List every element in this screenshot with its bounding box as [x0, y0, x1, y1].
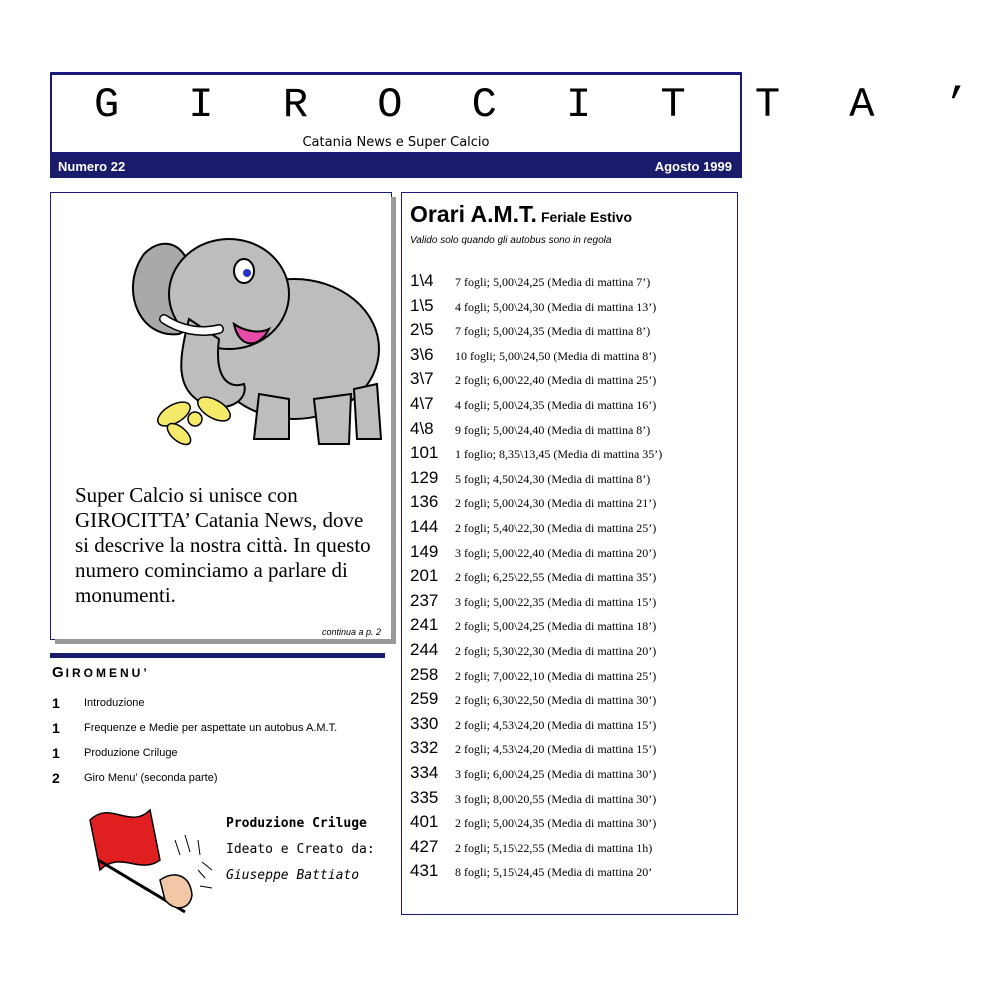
bus-line-number: 244 [410, 640, 439, 659]
elephant-illustration [119, 219, 389, 449]
bus-line-number: 401 [410, 812, 439, 832]
bus-line-number: 101 [410, 443, 439, 463]
flag-illustration [80, 800, 220, 920]
schedule-title-small: Feriale Estivo [540, 209, 632, 225]
bus-line-info: 2 fogli; 6,25\22,55 (Media di mattina 35’) [455, 570, 657, 585]
bus-line-number: 149 [410, 541, 439, 561]
bus-line-number: 2\5 [410, 320, 434, 340]
menu-item-label: Frequenze e Medie per aspettate un autobus A.M.T. [84, 722, 338, 734]
bus-line-info: 2 fogli; 7,00\22,10 (Media di mattina 25’) [455, 668, 657, 683]
bus-line-number: 144 [410, 517, 439, 536]
schedule-box [401, 192, 738, 915]
menu-item-label: Giro Menu’ (seconda parte) [84, 772, 218, 784]
bus-line-info: 7 fogli; 5,00\24,25 (Media di mattina 7’) [455, 275, 651, 289]
bus-line-info: 2 fogli; 5,00\24,35 (Media di mattina 30’) [455, 816, 657, 831]
bus-line-info: 3 fogli; 5,00\22,40 (Media di mattina 20’) [455, 545, 657, 560]
menu-title-rest: IROMENU’ [65, 666, 150, 680]
bus-line-number: 3\6 [410, 344, 434, 364]
bus-line-info: 2 fogli; 5,40\22,30 (Media di mattina 25’) [455, 521, 657, 535]
bus-line-number: 259 [410, 689, 439, 709]
menu-title [52, 664, 150, 681]
issue-date: Agosto 1999 [654, 159, 732, 174]
bus-line-info: 5 fogli; 4,50\24,30 (Media di mattina 8’) [455, 471, 651, 486]
bus-line-number: 241 [410, 615, 439, 635]
bus-line-info: 2 fogli; 4,53\24,20 (Media di mattina 15’) [455, 717, 657, 732]
box-shadow [391, 197, 396, 644]
bus-line-number: 4\7 [410, 394, 434, 413]
bus-line-number: 332 [410, 738, 439, 758]
menu-item-label: Introduzione [84, 697, 145, 709]
masthead [50, 72, 991, 154]
menu-item-page: 2 [52, 770, 60, 786]
bus-line-info: 2 fogli; 5,00\24,30 (Media di mattina 21’) [455, 496, 657, 511]
bus-line-info: 2 fogli; 6,00\22,40 (Media di mattina 25’) [455, 373, 657, 388]
bus-line-info: 1 foglio; 8,35\13,45 (Media di mattina 35’) [455, 447, 663, 462]
menu-item-page: 1 [52, 720, 60, 736]
bus-line-info: 2 fogli; 6,30\22,50 (Media di mattina 30’) [455, 693, 657, 708]
bus-line-number: 334 [410, 763, 439, 782]
newsletter-subtitle: Catania News e Super Calcio [302, 135, 490, 150]
continued-note: continua a p. 2 [321, 627, 381, 637]
bus-line-info: 9 fogli; 5,00\24,40 (Media di mattina 8’) [455, 422, 651, 437]
bus-line-info: 7 fogli; 5,00\24,35 (Media di mattina 8’) [455, 324, 651, 339]
bus-line-number: 427 [410, 836, 439, 856]
issue-number: Numero 22 [58, 159, 126, 174]
bus-line-number: 237 [410, 590, 439, 610]
bus-line-info: 2 fogli; 5,00\24,25 (Media di mattina 18’) [455, 619, 657, 634]
bus-line-number: 335 [410, 787, 439, 807]
menu-title-initial: G [52, 664, 66, 681]
bus-line-info: 3 fogli; 6,00\24,25 (Media di mattina 30’) [455, 767, 657, 781]
bus-line-number: 1\5 [410, 295, 434, 315]
bus-line-info: 8 fogli; 5,15\24,45 (Media di mattina 20’ [455, 865, 653, 880]
schedule-title-main: Orari A.M.T. [410, 201, 537, 227]
schedule-title [410, 201, 632, 228]
box-shadow [55, 639, 391, 644]
bus-line-info: 10 fogli; 5,00\24,50 (Media di mattina 8’) [455, 348, 657, 363]
bus-line-number: 258 [410, 664, 439, 684]
author-name: Giuseppe Battiato [226, 868, 360, 883]
bus-line-number: 129 [410, 467, 439, 487]
bus-line-number: 4\8 [410, 418, 434, 438]
bus-line-number: 3\7 [410, 369, 434, 389]
production-label: Produzione Criluge [226, 816, 367, 831]
bus-line-info: 2 fogli; 4,53\24,20 (Media di mattina 15’) [455, 742, 657, 757]
intro-box [50, 192, 392, 640]
newsletter-title: G I R O C I T T A ’ [94, 81, 991, 129]
menu-item-page: 1 [52, 695, 60, 711]
bus-line-number: 201 [410, 566, 439, 586]
bus-line-number: 431 [410, 861, 439, 881]
menu-item-label: Produzione Criluge [84, 747, 178, 759]
bus-line-number: 1\4 [410, 271, 434, 290]
bus-line-info: 3 fogli; 5,00\22,35 (Media di mattina 15’) [455, 594, 657, 609]
menu-item-page: 1 [52, 745, 60, 761]
menu-divider [50, 653, 385, 658]
issue-bar [50, 154, 742, 178]
bus-line-number: 136 [410, 492, 439, 512]
created-by-label: Ideato e Creato da: [226, 842, 375, 857]
bus-line-info: 3 fogli; 8,00\20,55 (Media di mattina 30’) [455, 791, 657, 806]
bus-line-info: 2 fogli; 5,30\22,30 (Media di mattina 20’) [455, 644, 657, 658]
bus-line-number: 330 [410, 713, 439, 733]
bus-line-info: 4 fogli; 5,00\24,35 (Media di mattina 16’) [455, 398, 657, 412]
bus-line-info: 4 fogli; 5,00\24,30 (Media di mattina 13’) [455, 299, 657, 314]
schedule-subtitle: Valido solo quando gli autobus sono in regola [410, 235, 612, 246]
intro-text: Super Calcio si unisce con GIROCITTA’ Catania News, dove si descrive la nostra città. In questo numero cominciamo a parlare di monumenti. [75, 483, 371, 607]
bus-line-info: 2 fogli; 5,15\22,55 (Media di mattina 1h) [455, 840, 653, 855]
